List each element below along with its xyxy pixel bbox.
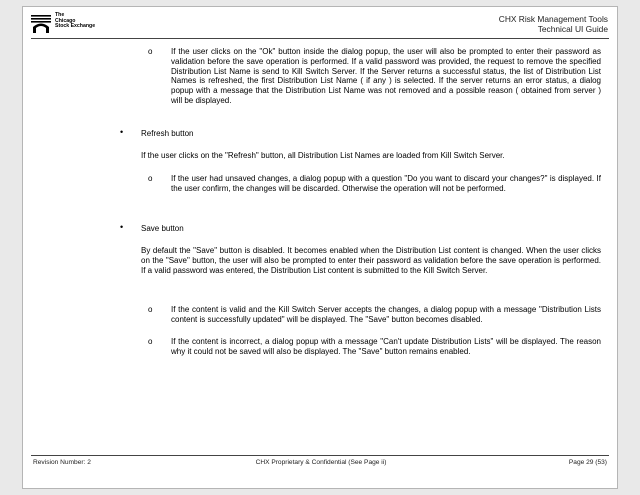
header-title-line-2: Technical UI Guide — [537, 24, 608, 34]
document-page — [22, 6, 618, 489]
header-rule — [31, 38, 609, 39]
sub-bullet-marker: o — [148, 305, 153, 314]
save-button-description: By default the "Save" button is disabled. It becomes enabled when the Distribution List content is changed. When the user clicks on the "Save" button, the user will also be prompted to enter their password as validation before the save operation is performed. If a valid password was entered, the Distribution List content is submitted to the Kill Switch Server. — [141, 246, 601, 275]
logo-line-1: The — [55, 12, 65, 18]
bullet-marker: • — [120, 222, 124, 232]
header-title — [499, 14, 608, 34]
sub-bullet-marker: o — [148, 174, 153, 183]
logo-text — [55, 13, 95, 30]
header-title-line-1: CHX Risk Management Tools — [498, 14, 608, 24]
logo-line-3: Stock Exchange — [55, 23, 96, 30]
ok-button-description: If the user clicks on the "Ok" button inside the dialog popup, the user will also be prompted to enter their password as validation before the save operation is performed. If a valid password was provided, the request to remove the specified Distribution List Name is send to Kill Switch Server. If the Server returns a successful status, the list of Distribution List Names is refreshed, the first Distribution List Name ( if any ) is selected. If the server returns an error status, a dialog popup with a message that the Distribution List Name was not removed and a possible reason ( obtained from server ) will be displayed. — [171, 47, 601, 105]
sub-bullet-marker: o — [148, 337, 153, 346]
chx-logo-icon — [31, 13, 51, 33]
refresh-button-description: If the user clicks on the "Refresh" button, all Distribution List Names are loaded from Kill Switch Server. — [141, 151, 505, 160]
bullet-marker: • — [120, 127, 124, 137]
footer-rule — [31, 455, 609, 456]
chx-logo — [31, 13, 121, 35]
footer-confidential: CHX Proprietary & Confidential (See Page ii) — [255, 459, 387, 466]
sub-bullet-marker: o — [148, 47, 153, 56]
save-failure-description: If the content is incorrect, a dialog popup with a message "Can't update Distribution Lists" will be displayed. The reason why it could not be saved will also be displayed. The "Save" button remains enabled. — [171, 337, 601, 356]
logo-line-2: Chicago — [55, 17, 76, 24]
refresh-unsaved-description: If the user had unsaved changes, a dialog popup with a question "Do you want to discard your changes?" is displayed. If the user confirm, the changes will be discarded. Otherwise the operation will not be performed. — [171, 174, 601, 193]
footer-revision: Revision Number: 2 — [33, 459, 91, 466]
save-success-description: If the content is valid and the Kill Switch Server accepts the changes, a dialog popup with a message "Distribution Lists content is successfully updated" will be displayed. The "Save" button becomes disabled. — [171, 305, 601, 324]
footer-page-number: Page 29 (53) — [568, 459, 607, 466]
refresh-button-heading: Refresh button — [141, 129, 194, 138]
save-button-heading: Save button — [141, 224, 184, 233]
